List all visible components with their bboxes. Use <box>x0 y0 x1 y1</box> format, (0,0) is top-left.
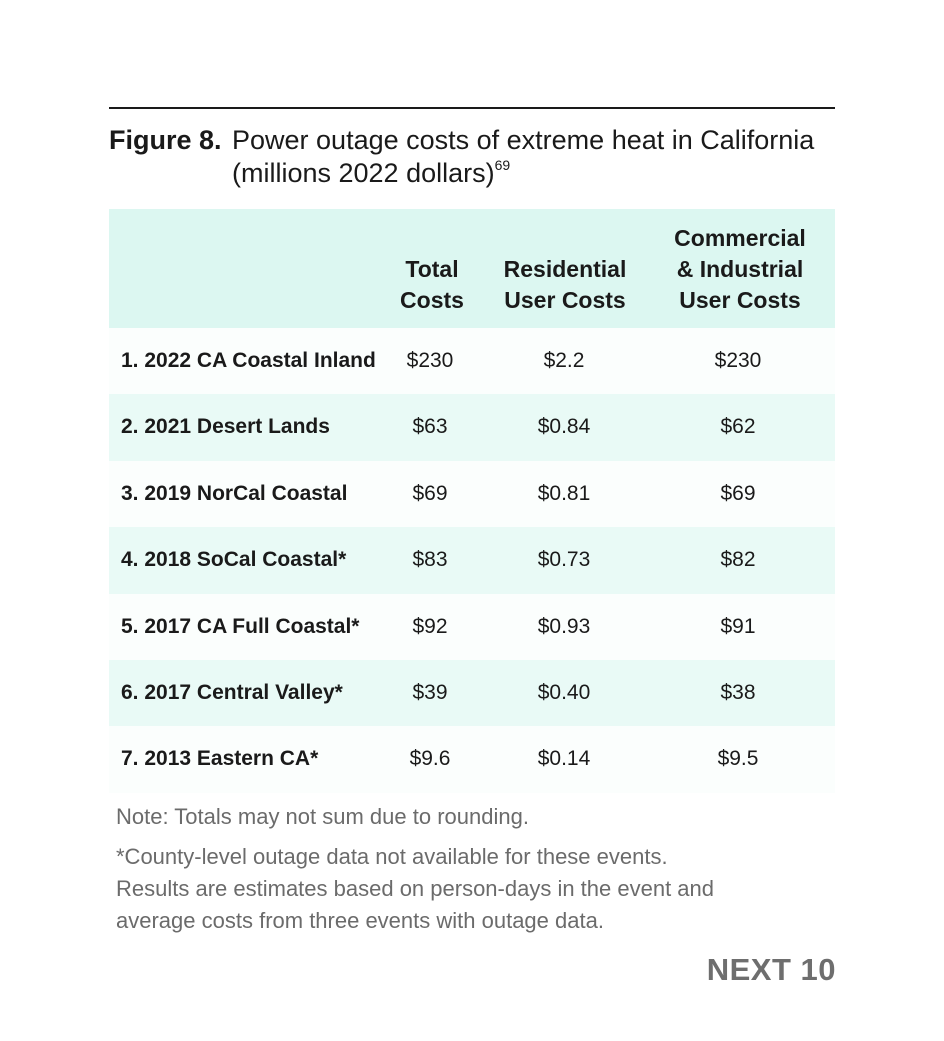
header-residential-costs <box>492 254 638 316</box>
table-row <box>109 527 835 593</box>
total-cost-value: $63 <box>412 415 448 439</box>
figure-title-text <box>232 124 835 190</box>
commercial-cost-value: $69 <box>720 481 756 505</box>
residential-cost-value: $0.81 <box>537 481 591 505</box>
table-header <box>109 209 835 328</box>
total-cost-value: $230 <box>406 349 454 372</box>
data-table <box>109 209 835 793</box>
residential-cost-value: $0.93 <box>537 614 591 638</box>
header-line: Total <box>405 256 459 282</box>
commercial-cost-value: $38 <box>720 680 756 704</box>
table-row <box>109 328 835 394</box>
header-line: & Industrial <box>676 256 804 282</box>
header-commercial-costs <box>645 223 835 316</box>
commercial-cost-value: $62 <box>720 415 756 439</box>
row-label: 5. 2017 CA Full Coastal* <box>121 614 360 638</box>
notes <box>116 801 836 937</box>
residential-cost-value: $0.40 <box>537 680 591 704</box>
table-row <box>109 660 835 726</box>
asterisk-note-line: *County-level outage data not available for these events. <box>116 844 668 869</box>
figure-title-line-1: Power outage costs of extreme heat in California <box>232 125 815 155</box>
residential-cost-value: $2.2 <box>543 349 585 372</box>
top-rule <box>109 107 835 109</box>
footnote-ref: 69 <box>494 157 511 173</box>
brand-logo: NEXT 10 <box>706 952 836 987</box>
asterisk-note <box>116 841 836 937</box>
commercial-cost-value: $9.5 <box>717 747 759 771</box>
row-label: 1. 2022 CA Coastal Inland <box>121 349 376 372</box>
table-body <box>109 328 835 793</box>
figure-label: Figure 8. <box>109 125 222 155</box>
header-total-costs <box>371 254 493 316</box>
asterisk-note-line: Results are estimates based on person-days in the event and <box>116 876 715 901</box>
table-row <box>109 726 835 792</box>
commercial-cost-value: $230 <box>714 349 762 372</box>
total-cost-value: $83 <box>412 548 448 572</box>
header-line: User Costs <box>504 287 626 313</box>
residential-cost-value: $0.73 <box>537 548 591 572</box>
figure-title-line-2 <box>232 157 835 190</box>
commercial-cost-value: $91 <box>720 614 756 638</box>
total-cost-value: $9.6 <box>409 747 451 771</box>
header-line: Costs <box>400 287 464 313</box>
total-cost-value: $92 <box>412 614 448 638</box>
total-cost-value: $39 <box>412 680 448 704</box>
row-label: 2. 2021 Desert Lands <box>121 415 330 439</box>
row-label: 4. 2018 SoCal Coastal* <box>121 548 347 572</box>
figure-title-units: (millions 2022 dollars) <box>232 158 495 188</box>
header-line: Commercial <box>674 225 806 251</box>
table-row <box>109 461 835 527</box>
row-label: 3. 2019 NorCal Coastal <box>121 481 348 505</box>
header-line: Residential <box>503 256 627 282</box>
table-row <box>109 394 835 460</box>
row-label: 7. 2013 Eastern CA* <box>121 747 319 771</box>
residential-cost-value: $0.14 <box>537 747 591 771</box>
residential-cost-value: $0.84 <box>537 415 591 439</box>
table-row <box>109 594 835 660</box>
total-cost-value: $69 <box>412 481 448 505</box>
header-line: User Costs <box>679 287 801 313</box>
rounding-note: Note: Totals may not sum due to rounding. <box>116 804 529 829</box>
asterisk-note-line: average costs from three events with outage data. <box>116 908 604 933</box>
commercial-cost-value: $82 <box>720 548 756 572</box>
row-label: 6. 2017 Central Valley* <box>121 680 343 704</box>
